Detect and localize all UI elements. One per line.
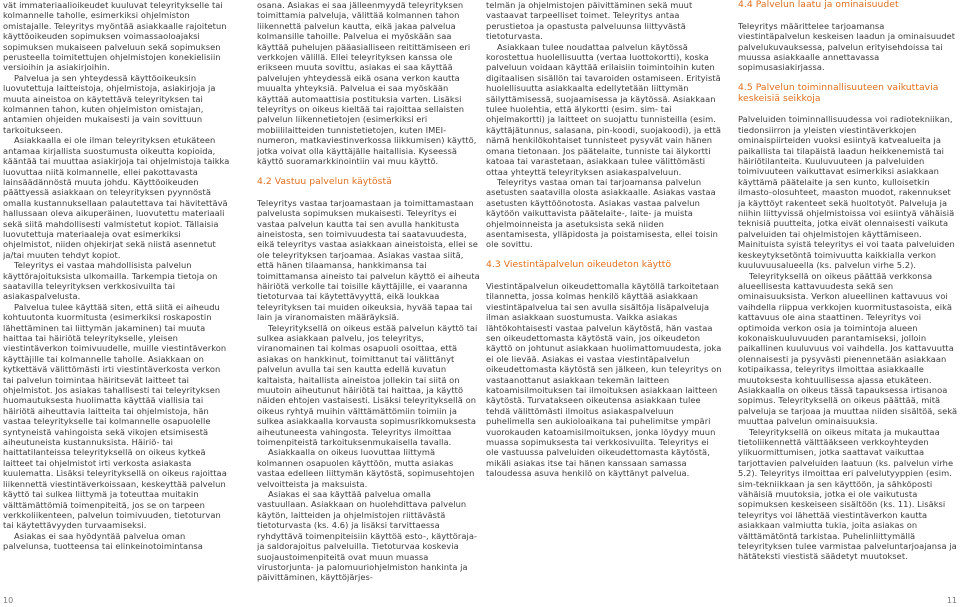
spacer bbox=[257, 187, 481, 197]
paragraph: vät immateriaalioikeudet kuuluvat teleyritykselle tai kolmannelle taholle, esimerkiksi ohjelmiston omistajalle. Teleyritys myöntää asiakkaalle rajoitetun käyttöoikeuden sopimuksen voimassaoloajaksi sopimuksen mukaiseen palveluun sekä sopimuksen perusteella toimitettujen ohjelmistojen konekielisiin versioihin ja asiakirjoihin. bbox=[3, 0, 227, 73]
column-1 bbox=[3, 0, 232, 593]
paragraph: osana. Asiakas ei saa jälleenmyydä teleyrityksen toimittamia palveluja, välittää kolmannen tahon liikennettä palvelun kautta, eikä jakaa palvelua kolmansille tahoille. Palvelua ei myöskään saa käyttää puhelujen pääasialliseen reitittämiseen eri verkkojen välillä. Ellei teleyrityksen kanssa ole erikseen muuta sovittu, asiakas ei saa käyttää palvelujen yhteydessä eikä osana verkon kautta muualta yhteyksiä. Palvelua ei saa myöskään käyttää automaattisia postituksia varten. Lisäksi teleyritys on oikeus kieltää tai rajoittaa sellaisten palvelun liikennetietojen (esimerkiksi eri mobiililaitteiden tunnistetietojen, kuten IMEI-numeron, matkaviestinverkossa liikkumisen) käyttö, jotka voivat olla käyttäjälle haitallisia. Kyseessä käyttö suoramarkkinointiin vai muu käyttö. bbox=[257, 0, 477, 167]
paragraph: Palvelua ja sen yhteydessä käyttöoikeuksin luovutettuja laitteistoja, ohjelmistoja, asiakirjoja ja muuta aineistoa on käytettävä teleyrityksen tai kolmannen tahon, kuten ohjelmiston omistajan, antamien ohjeiden mukaisesti ja vain sovittuun tarkoitukseen. bbox=[3, 72, 216, 135]
column-4 bbox=[738, 0, 959, 593]
column-3 bbox=[486, 0, 722, 593]
paragraph: Palvelua tulee käyttää siten, että siitä ei aiheudu kohtuutonta kuormitusta (esimerkiksi roskapostin lähettäminen tai liittymän jakaminen) tai muuta haittaa tai häiriötä teleyritykselle, yleisen viestintäverkon toimivuudelle, muille viestintäverkon käyttäjille tai kolmannelle taholle. Asiakkaan on kytkettävä välittömästi irti viestintäverkosta verkon tai palvelun toimintaa häiritsevät laitteet tai ohjelmistot. Jos asiakas tahallisesti tai teleyrityksen huomautuksesta huolimatta käyttää viallisia tai häiriötä aiheuttavia laitteita tai ohjelmistoja, hän vastaa teleyritykselle tai kolmannelle osapuolelle syntyneistä vahingoista sekä vikojen etsimisestä aiheutuneista kustannuksista. Häiriö- tai haittatilanteissa teleyrityksellä on oikeus kytkeä laitteet tai ohjelmistot irti verkosta asiakasta kuulematta. Lisäksi teleyrityksellä on oikeus rajoittaa liikennettä viestintäverkoissaan, keskeyttää palvelun käyttö tai sulkea liittymä ja toteuttaa muitakin välttämättömiä toimenpiteitä, jos se on tarpeen verkkoliikenteen, palvelun toimivuuden, tietoturvan tai käytettävyyden turvaamiseksi. bbox=[3, 301, 227, 531]
paragraph: Teleyrityksellä on oikeus päättää verkkonsa alueellisesta kattavuudesta sekä sen ominaisuuksista. Verkon alueellinen kattavuus voi vaihdella riippua verkkojen kuormitustasoista, eikä kattavuus ole aina staattinen. Teleyritys voi optimoida verkon osia ja toimintoja alueen kokonaiskuuluvuuden parantamiseksi, jolloin paikallinen kuuluvuus voi vaihdella. Jos kattavuutta olennaisesti ja pysyvästi pienennetään asiakkaan kotipaikassa, teleyritys ilmoittaa asiakkaalle muutoksesta kohtuullisessa ajassa etukäteen. Asiakkaalla on oikeus tässä tapauksessa irtisanoa sopimus. Teleyrityksellä on oikeus päättää, mitä palveluja se tarjoaa ja muuttaa niiden sisältöä, sekä muuttaa palvelun ominaisuuksia. bbox=[738, 270, 958, 427]
paragraph: Teleyrityksellä on oikeus mitata ja mukauttaa tietoliikennettä välttääkseen verkkoyhteyden ylikuormittumisen, jotka saattavat vaikuttaa tarjottavien palveluiden laatuun (ks. palvelun virhe 5.2). Teleyritys ilmoittaa eri palvelutyyppien (esim. sim-tekniikkaan ja sen käyttöön, ja sähköposti vähäisiä muutoksia, jotka ei ole vaikutusta sopimuksen keskeiseen sisältöön (ks. 11). Lisäksi teleyritys voi lähettää viestintäverkon kautta asiakkaan valmiutta tukia, joita asiakas on välttämätöntä tarkistaa. Puhelinliittymällä teleyrityksen tulee varmistaa palveluntarjoajansa ja hätäteksti viestistä säädetyt muutokset. bbox=[738, 426, 957, 562]
paragraph: Asiakkaan tulee noudattaa palvelun käytössä korostettua huolellisuutta (vertaa luottokortti), koska palveluun voidaan käyttää erilaisiin toimintoihin kuten digitaalisen sisällön tai tavaroiden ostamiseen. Erityistä huolellisuutta asiakkaalta edellytetään liittymän säilyttämisessä, suojaamisessa ja käytössä. Asiakkaan tulee huolehtia, että älykortti (esim. sim- tai ohjelmakortti) ja laitteet on suojattu tunnisteilla (esim. käyttäjätunnus, salasana, pin-koodi, suojakoodi), ja että nämä henkilökohtaiset tunnisteet pysyvät vain hänen omana tietonaan. Jos päätelaite, tunniste tai älykortti katoaa tai varastetaan, asiakkaan tulee välittömästi ottaa yhteyttä teleyrityksen asiakaspalveluun. bbox=[486, 41, 722, 177]
paragraph: Asiakas ei saa käyttää palvelua omalla vastuullaan. Asiakkaan on huolehdittava palvelun käytön, laitteiden ja ohjelmistojen riittävästä tietoturvasta (ks. 4.6) ja lisäksi tarvittaessa ryhdyttävä toimenpiteisiin käyttöä esto-, käyttöraja- ja saldorajoitus palveluilla. Tietoturvaa koskevia suojaustoimenpiteitä ovat muun muassa virustorjunta- ja palomuuriohjelmiston hankinta ja päivittäminen, käyttöjärjes- bbox=[257, 489, 478, 583]
section-heading: 4.5 Palvelun toiminnallisuuteen vaikuttavia keskeisiä seikkoja bbox=[738, 82, 939, 104]
paragraph: Teleyritys vastaa oman tai tarjoamansa palvelun asetusten saatavilla olosta asiakkaalle. Asiakas vastaa asetusten käyttöönotosta. Asiakas vastaa palvelun käytöön vaikuttavista päätelaite-, laite- ja muista ohjelmoinneista ja asetuksista sekä niiden asentamisesta, ylläpidosta ja poistamisesta, ellei toisin ole sovittu. bbox=[486, 176, 718, 250]
paragraph: Asiakas ei saa hyödyntää palvelua oman palvelunsa, tuotteensa tai elinkeinotoimintansa bbox=[3, 530, 203, 552]
paragraph: Teleyritys ei vastaa mahdollisista palvelun käyttörajoituksista ulkomailla. Tarkempia tietoja on saatavilla teleyrityksen verkkosivuilta tai asiakaspalvelusta. bbox=[3, 260, 218, 302]
section-heading: 4.2 Vastuu palvelun käytöstä bbox=[257, 175, 392, 187]
paragraph: Teleyritys määrittelee tarjoamansa viestintäpalvelun keskeisen laadun ja ominaisuudet palvelukuvauksessa, palvelun erityisehdoissa tai muussa asiakkaalle annettavassa sopimusasiakirjassa. bbox=[738, 20, 956, 73]
spacer bbox=[738, 104, 959, 114]
page-number-left: 10 bbox=[3, 596, 14, 605]
paragraph: Viestintäpalvelun oikeudettomalla käytöllä tarkoitetaan tilannetta, jossa kolmas henkilö käyttää asiakkaan viestintäpalvelua tai sen avulla sisältöja lisäpalveluja ilman asiakkaan suostumusta. Vaikka asiakas lähtökohtaisesti vastaa palvelun käytöstä, hän vastaa sen oikeudettomasta käytöstä vain, jos oikeudeton käyttö on johtunut asiakkaan huolimattomuudesta, joka ei ole lievää. Asiakas ei vastaa viestintäpalvelun oikeudettomasta käytöstä sen jälkeen, kun teleyritys on vastaanottanut asiakkaan tekemän laitteen katoamisilmoituksen tai ilmoituksen asiakkaan laitteen käytöstä. Turvatakseen oikeutensa asiakkaan tulee tehdä välittömästi ilmoitus asiakaspalveluun puhelimella sen aukioloaikana tai puhelimitse ympäri vuorokauden katoamisilmoituksen, jonka löydyy muun muassa sopimuksesta tai verkkosivuilta. Teleyritys ei ole vastuussa palveluiden oikeudettomasta käytöstä, mikäli asiakas itse tai hänen kanssaan samassa taloudessa asuva henkilö on käyttänyt palvelua. bbox=[486, 280, 722, 479]
spacer bbox=[738, 10, 959, 20]
paragraph: Asiakkaalla on oikeus luovuttaa liittymä kolmannen osapuolen käyttöön, mutta asiakas vastaa edelleen liittymän käytöstä, sopimusehtojen velvoitteista ja maksuista. bbox=[257, 447, 475, 489]
paragraph: Palveluiden toiminnallisuudessa voi radiotekniikan, tiedonsiirron ja yleisten viestintäverkkojen ominaispiirteiden vuoksi esiintyä katvealueita ja paikallista tai tilapäistä laadun heikkenemistä tai häiriötilanteita. Kuuluvuuteen ja palveluiden toimivuuteen vaikuttavat esimerkiksi asiakkaan käyttämä päätelaite ja sen kunto, kulloisetkin ilmasto-olosuhteet, maaston muodot, rakennukset ja käyttöyt rakenteet sekä huoltotyöt. Palveluja ja niihin liittyvissä ohjelmistoissa voi esiintyä vähäisiä teknisiä puutteita, jotka eivät olennaisesti vaikuta palveluiden tai ohjelmistojen käyttämiseen. Mainituista syistä teleyritys ei voi taata palveluiden keskeytyksetöntä toimivuutta kaikkialla verkon kuuluvuusalueella (ks. palvelun virhe 5.2). bbox=[738, 114, 955, 271]
paragraph: Teleyritys vastaa tarjoamastaan ja toimittamastaan palvelusta sopimuksen mukaisesti. Teleyritys ei vastaa palvelun kautta tai sen avulla hankitusta aineistosta, sen toimivuudesta tai saatavuudesta, eikä teleyritys vastaa asiakkaan aineistoista, ellei se ole teleyrityksen tarjoamaa. Asiakas vastaa siitä, että hänen tilaamansa, hankkimansa tai toimittamansa aineisto tai palvelun käyttö ei aiheuta häiriötä verkolle tai toisille käyttäjille, ei vaaranna tietoturvaa tai käytettävyyttä, eikä loukkaa teleyrityksen tai muiden oikeuksia, hyvää tapaa tai lain ja viranomaisten määräyksiä. bbox=[257, 197, 480, 323]
spacer bbox=[486, 271, 722, 281]
paragraph: telmän ja ohjelmistojen päivittäminen sekä muut vastaavat tarpeelliset toimet. Teleyritys antaa perustietoa ja opastusta palveluunsa liittyvästä tietoturvasta. bbox=[486, 0, 693, 42]
section-heading: 4.3 Viestintäpalvelun oikeudeton käyttö bbox=[486, 259, 672, 271]
page-number-right: 11 bbox=[946, 596, 957, 605]
paragraph: Teleyrityksellä on oikeus estää palvelun käyttö tai sulkea asiakkaan palvelu, jos teleyritys, viranomainen tai kolmas osapuoli osoittaa, että asiakas on hankkinut, toimittanut tai välittänyt palvelun avulla tai sen kautta edellä kuvatun kaltaista, haitallista aineistoa jollekin tai siitä on muutoin aiheutunut häiriötä tai haittaa, ja käyttö näiden ehtojen vastaisesti. Lisäksi teleyrityksellä on oikeus ryhtyä muihin välttämättömiin toimiin ja sulkea asiakkaalla korvausta sopimusrikkomuksesta aiheutuneesta vahingosta. Teleyritys ilmoittaa toimenpiteistä tarkoituksenmukaisella tavalla. bbox=[257, 322, 478, 448]
paragraph: Asiakkaalla ei ole ilman teleyrityksen etukäteen antamaa kirjallista suostumusta oikeutta kopioida, kääntää tai muuttaa asiakirjoja tai ohjelmistoja taikka luovuttaa niitä kolmannelle, ellei pakottavasta lainsäädännöstä muuta johdu. Käyttöoikeuden päättyessä asiakkaan on teleyrityksen pyynnöstä omalla kustannuksellaan palautettava tai hävitettävä hallussaan oleva aikuperäinen, luovutettu materiaali sekä siitä mahdollisesti valmistetut kopiot. Tällaisia luovutettuja materiaaleja ovat esimerkiksi ohjelmistot, niiden ohjekirjat sekä niistä asennetut ja/tai muuten tehdyt kopiot. bbox=[3, 135, 230, 260]
column-2 bbox=[257, 0, 481, 593]
section-heading: 4.4 Palvelun laatu ja ominaisuudet bbox=[738, 0, 899, 10]
